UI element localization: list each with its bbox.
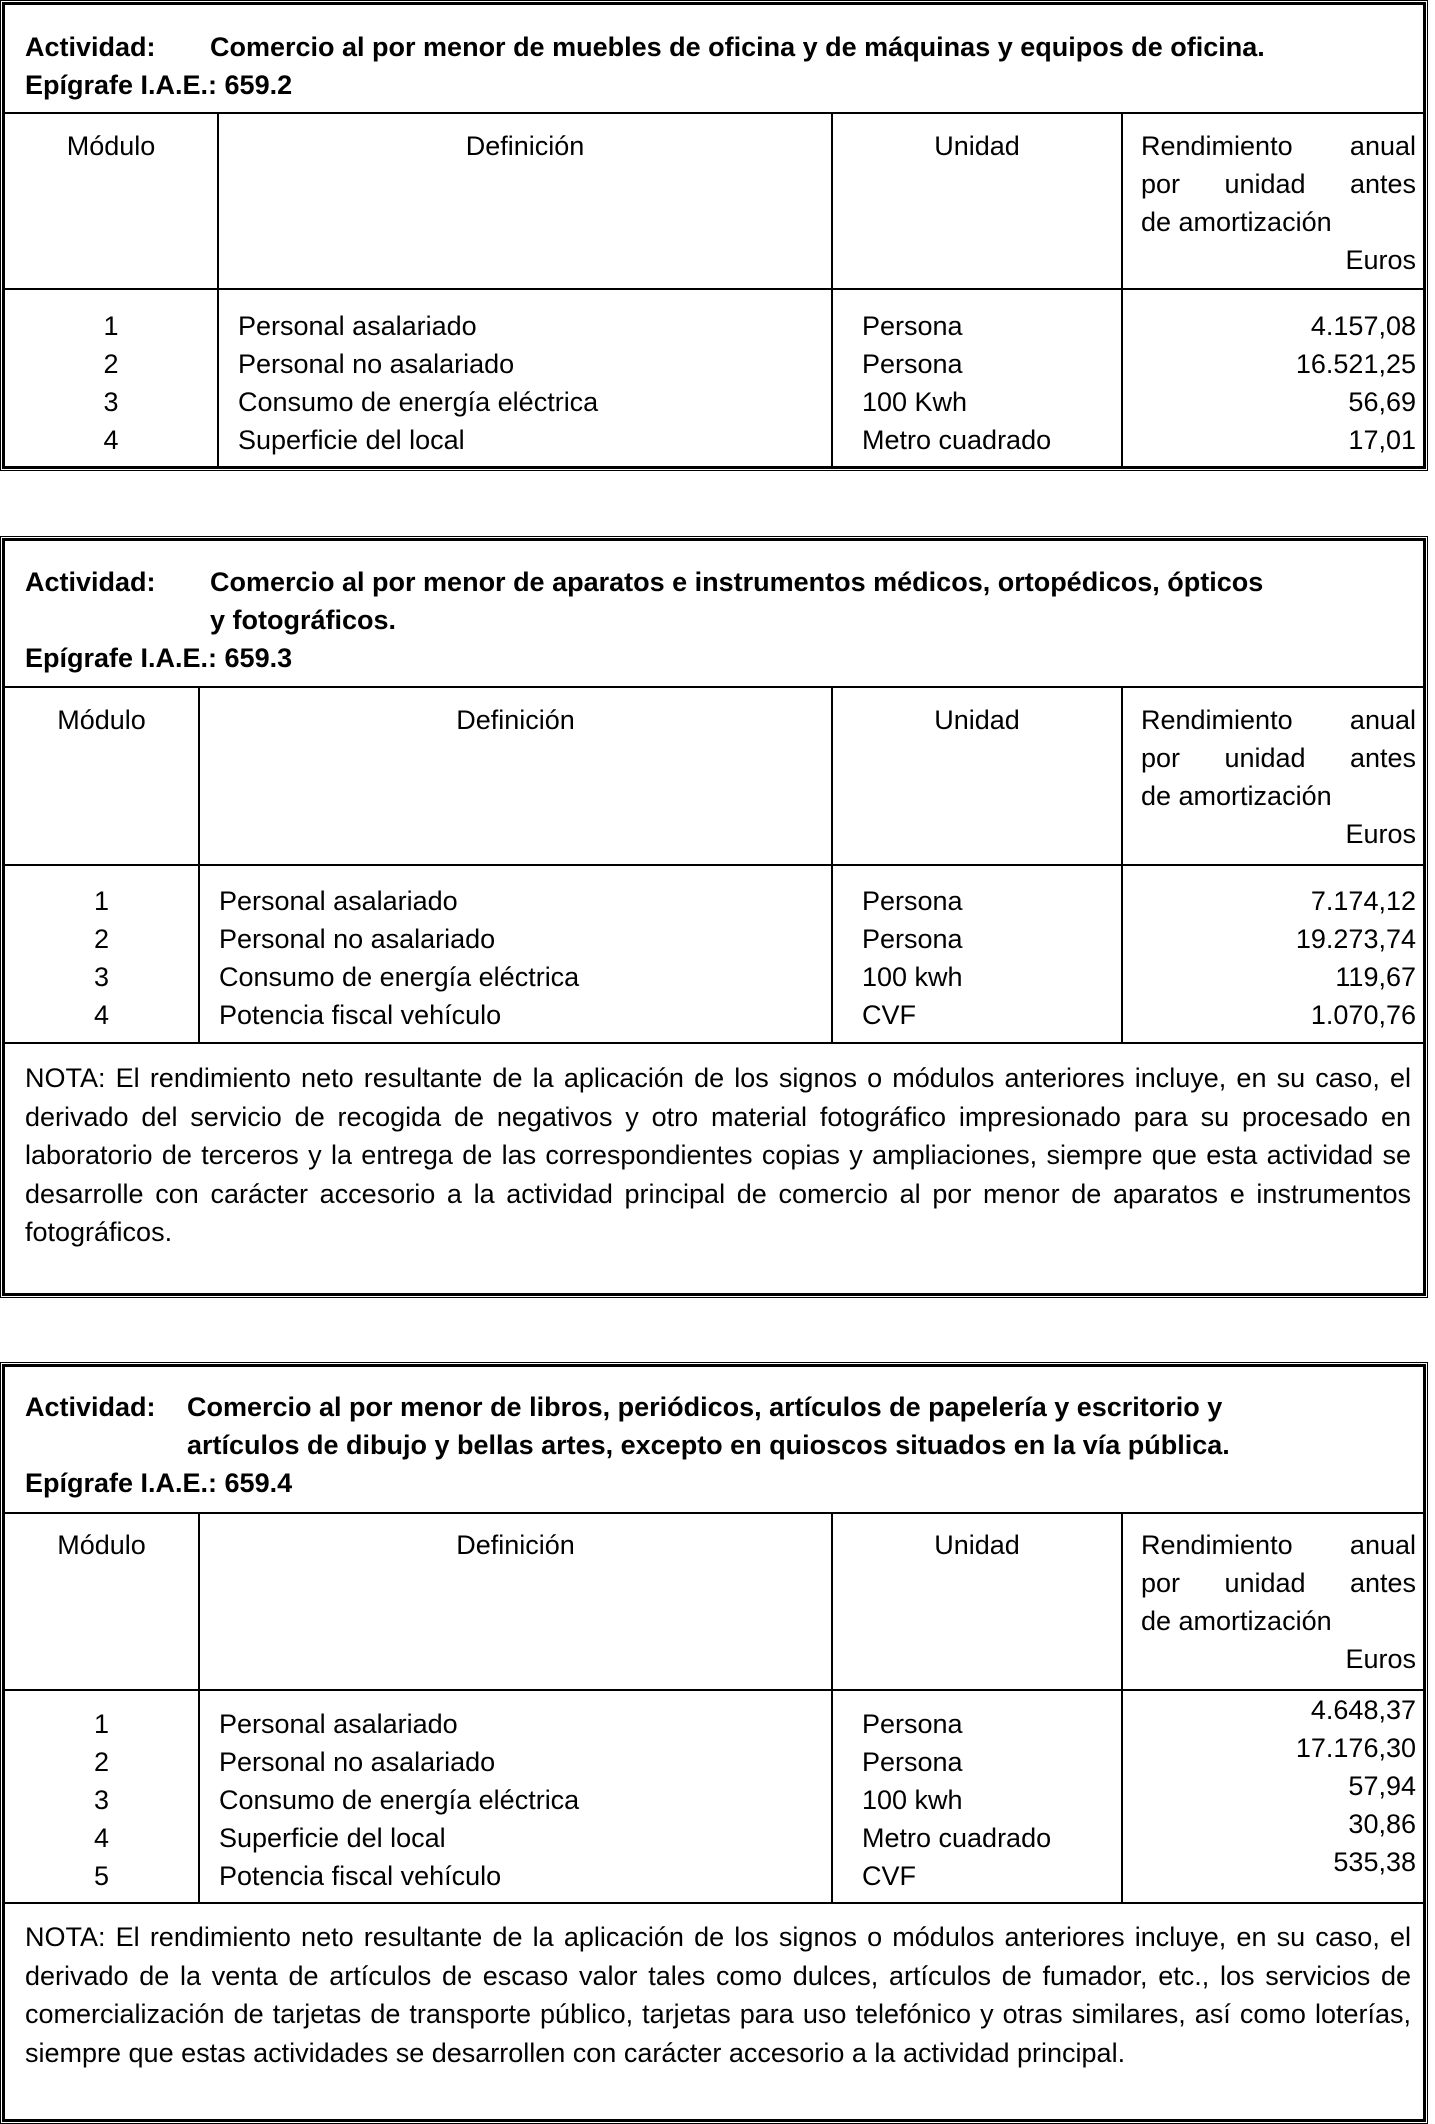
rendimiento-line: de amortización xyxy=(1141,1606,1332,1636)
column-divider xyxy=(198,1689,200,1902)
column-header-rendimiento xyxy=(1141,1526,1416,1678)
block-frame xyxy=(3,1365,1425,2121)
activity-block-659-2 xyxy=(0,0,1428,471)
euros-label: Euros xyxy=(1345,819,1416,849)
rendimiento-line: por unidad antes xyxy=(1141,169,1416,199)
rendimiento-cell: 4.157,08 16.521,25 56,69 17,01 xyxy=(1295,311,1416,455)
activity-header xyxy=(5,1367,1423,1514)
activity-label: Actividad: xyxy=(25,1392,156,1422)
euros-label: Euros xyxy=(1345,245,1416,275)
unidad-cell: Persona Persona 100 Kwh Metro cuadrado xyxy=(862,311,1052,455)
activity-title-line: Comercio al por menor de libros, periódicos, artículos de papelería y escritorio y xyxy=(187,1392,1223,1422)
column-header-unidad: Unidad xyxy=(934,705,1020,735)
column-divider xyxy=(1121,864,1123,1042)
nota-paragraph: NOTA: El rendimiento neto resultante de la aplicación de los signos o módulos anteriores incluye, en su caso, el derivado del servicio de recogida de negativos y otro material fotográfico impresionado para su procesado en laboratorio de terceros y la entrega de las correspondientes copias y ampliaciones, siempre que esta actividad se desarrolle con carácter accesorio a la actividad principal de comercio al por menor de aparatos e instrumentos fotográficos. xyxy=(25,1063,1411,1247)
header-row-divider xyxy=(5,864,1423,866)
column-divider xyxy=(1121,1512,1123,1689)
activity-block-659-4 xyxy=(0,1362,1428,2124)
nota-paragraph: NOTA: El rendimiento neto resultante de la aplicación de los signos o módulos anteriores incluye, en su caso, el derivado de la venta de artículos de escaso valor tales como dulces, artículos de fumador, etc., los servicios de comercialización de tarjetas de transporte público, tarjetas para uso telefónico y otras similares, así como loterías, siempre que estas actividades se desarrollen con carácter accesorio a la actividad principal. xyxy=(25,1922,1411,2068)
rendimiento-line: de amortización xyxy=(1141,781,1332,811)
column-divider xyxy=(198,864,200,1042)
activity-block-659-3 xyxy=(0,536,1428,1298)
column-divider xyxy=(1121,1689,1123,1902)
rendimiento-line: Rendimiento anual xyxy=(1141,131,1416,161)
block-frame xyxy=(3,3,1425,468)
column-header-definicion: Definición xyxy=(465,131,585,161)
column-header-modulo: Módulo xyxy=(57,1530,146,1560)
definicion-cell: Personal asalariado Personal no asalariado Consumo de energía eléctrica Superficie del local Potencia fiscal vehículo xyxy=(219,1709,580,1891)
unidad-cell: Persona Persona 100 kwh Metro cuadrado CVF xyxy=(862,1709,1052,1891)
activity-title-line: y fotográficos. xyxy=(210,605,397,635)
rendimiento-line: de amortización xyxy=(1141,207,1332,237)
epigrafe-code: Epígrafe I.A.E.: 659.4 xyxy=(25,1468,293,1498)
rendimiento-cell: 4.648,37 17.176,30 57,94 30,86 535,38 xyxy=(1295,1695,1416,1877)
activity-label: Actividad: xyxy=(25,567,156,597)
euros-label: Euros xyxy=(1345,1644,1416,1674)
epigrafe-code: Epígrafe I.A.E.: 659.2 xyxy=(25,70,293,100)
activity-header xyxy=(5,5,1423,114)
epigrafe-code: Epígrafe I.A.E.: 659.3 xyxy=(25,643,293,673)
activity-title-line: Comercio al por menor de aparatos e instrumentos médicos, ortopédicos, ópticos xyxy=(210,567,1264,597)
nota-divider xyxy=(5,1042,1423,1044)
modulo-cell: 1 2 3 4 xyxy=(103,311,119,455)
activity-label: Actividad: xyxy=(25,32,156,62)
column-header-definicion: Definición xyxy=(456,1530,575,1560)
rendimiento-line: por unidad antes xyxy=(1141,1568,1416,1598)
block-frame xyxy=(3,539,1425,1295)
definicion-cell: Personal asalariado Personal no asalariado Consumo de energía eléctrica Superficie del local xyxy=(238,311,599,455)
definicion-cell: Personal asalariado Personal no asalariado Consumo de energía eléctrica Potencia fiscal vehículo xyxy=(219,886,580,1030)
column-header-unidad: Unidad xyxy=(934,131,1020,161)
column-divider xyxy=(831,864,833,1042)
column-header-definicion: Definición xyxy=(456,705,575,735)
column-header-rendimiento xyxy=(1141,701,1416,853)
rendimiento-cell: 7.174,12 19.273,74 119,67 1.070,76 xyxy=(1295,886,1416,1030)
rendimiento-line: por unidad antes xyxy=(1141,743,1416,773)
column-header-modulo: Módulo xyxy=(57,705,146,735)
activity-title-line: Comercio al por menor de muebles de oficina y de máquinas y equipos de oficina. xyxy=(210,32,1265,62)
column-divider xyxy=(831,1689,833,1902)
column-header-rendimiento xyxy=(1141,127,1416,279)
rendimiento-line: Rendimiento anual xyxy=(1141,705,1416,735)
column-divider xyxy=(1121,686,1123,864)
unidad-cell: Persona Persona 100 kwh CVF xyxy=(862,886,963,1030)
column-header-modulo: Módulo xyxy=(66,131,156,161)
header-row-divider xyxy=(5,288,1423,290)
modulo-cell: 1 2 3 4 xyxy=(93,886,110,1030)
activity-title-line: artículos de dibujo y bellas artes, excepto en quioscos situados en la vía pública. xyxy=(187,1430,1230,1460)
rendimiento-line: Rendimiento anual xyxy=(1141,1530,1416,1560)
column-header-unidad: Unidad xyxy=(934,1530,1020,1560)
modulo-cell: 1 2 3 4 5 xyxy=(93,1709,110,1891)
activity-header xyxy=(5,541,1423,688)
nota-divider xyxy=(5,1902,1423,1904)
